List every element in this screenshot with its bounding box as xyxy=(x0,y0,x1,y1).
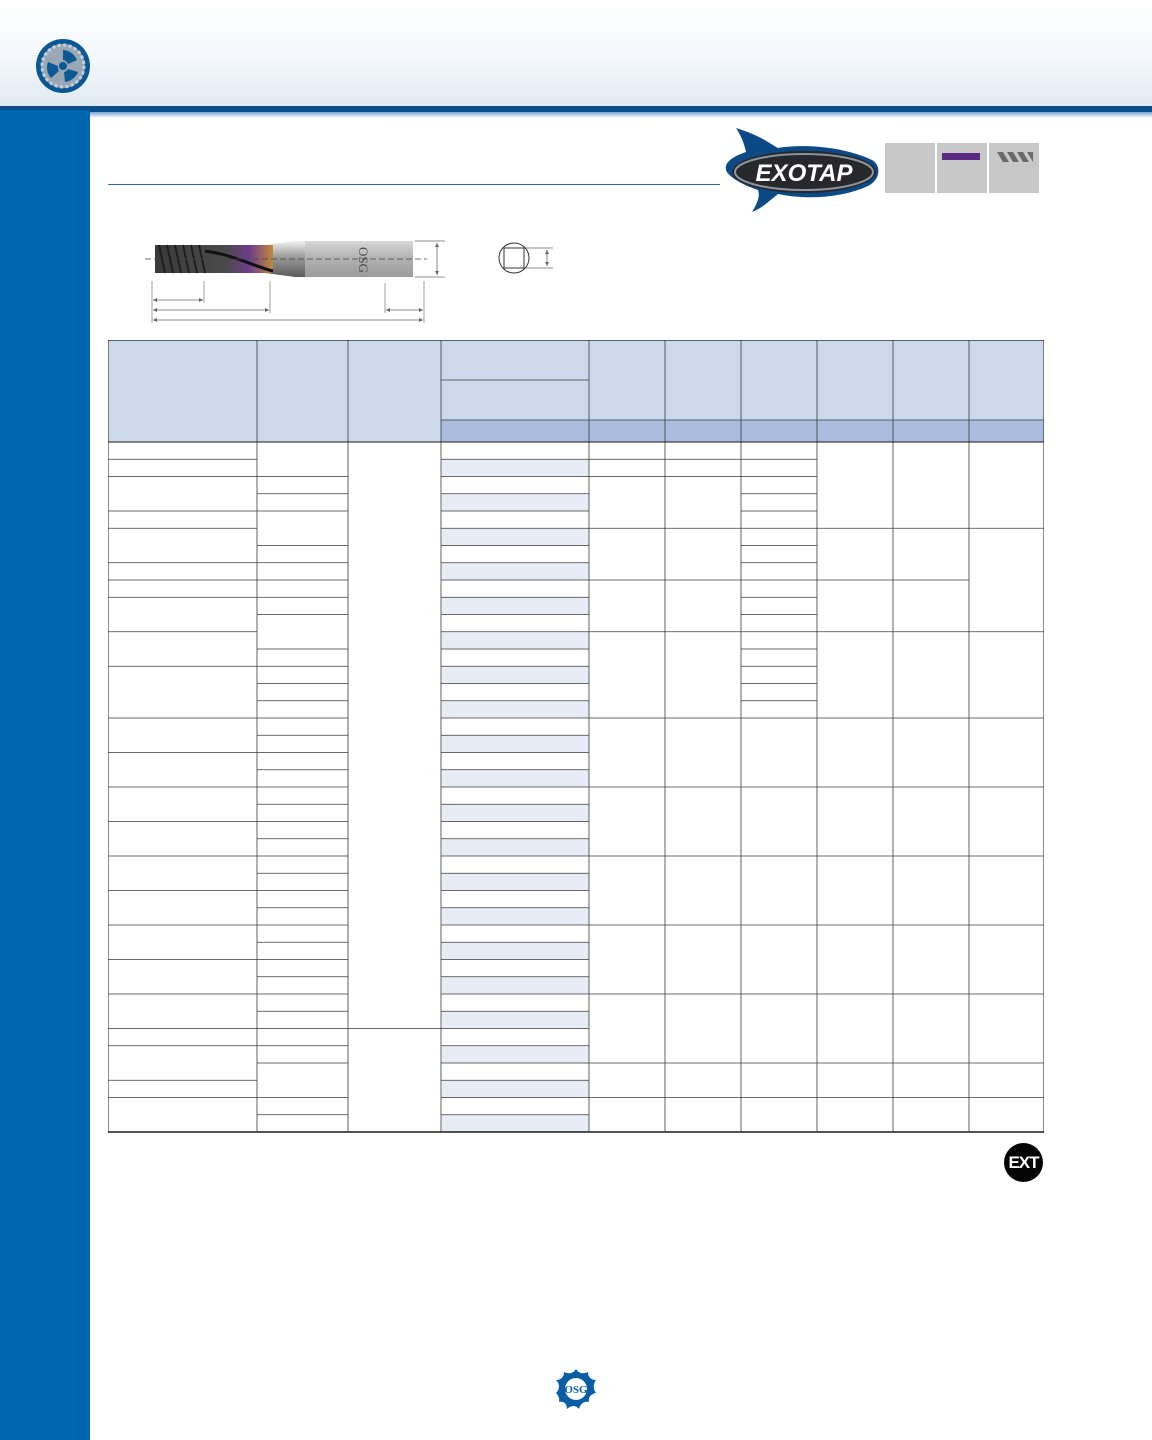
side-bar xyxy=(0,110,90,1440)
table-header-left-band xyxy=(108,420,441,442)
zebra-cell xyxy=(442,494,589,511)
coating-tile-plain xyxy=(885,143,935,193)
zebra-cell xyxy=(442,597,589,614)
zebra-cell xyxy=(442,632,589,649)
tap-diagram xyxy=(145,233,445,325)
coating-tile-purple xyxy=(937,143,987,193)
zebra-cell xyxy=(442,1046,589,1063)
header-rule-shadow xyxy=(0,112,1152,118)
stripes-icon xyxy=(995,152,1033,162)
zebra-cell xyxy=(442,942,589,959)
tap-shank-marking: OSG xyxy=(356,246,371,274)
exotap-logo xyxy=(722,126,882,214)
purple-coating-bar xyxy=(942,153,980,160)
zebra-cell xyxy=(442,908,589,925)
ext-badge: EXT xyxy=(1004,1143,1043,1182)
zebra-cell xyxy=(442,1080,589,1097)
table-subheader-band xyxy=(441,420,1044,442)
zebra-cell xyxy=(442,1115,589,1132)
zebra-cell xyxy=(442,666,589,683)
zebra-cell xyxy=(442,701,589,718)
coating-tile-striped xyxy=(989,143,1039,193)
zebra-cell xyxy=(442,839,589,856)
zebra-cell xyxy=(442,1011,589,1028)
osg-footer-logo xyxy=(555,1368,597,1410)
tap-series-icon xyxy=(35,38,91,94)
title-underline xyxy=(108,184,720,185)
exotap-wordmark: EXOTAP xyxy=(755,160,853,187)
square-shank-icon xyxy=(495,240,555,276)
zebra-cell xyxy=(442,804,589,821)
zebra-cell xyxy=(442,459,589,476)
header-band xyxy=(0,0,1152,110)
zebra-cell xyxy=(442,770,589,787)
zebra-cell xyxy=(442,735,589,752)
zebra-cell xyxy=(442,977,589,994)
osg-footer-mark: OSG xyxy=(564,1384,588,1396)
zebra-cell xyxy=(442,563,589,580)
specification-table xyxy=(108,340,1044,1135)
zebra-cell xyxy=(442,528,589,545)
zebra-cell xyxy=(442,873,589,890)
table-grid xyxy=(108,340,1044,1135)
